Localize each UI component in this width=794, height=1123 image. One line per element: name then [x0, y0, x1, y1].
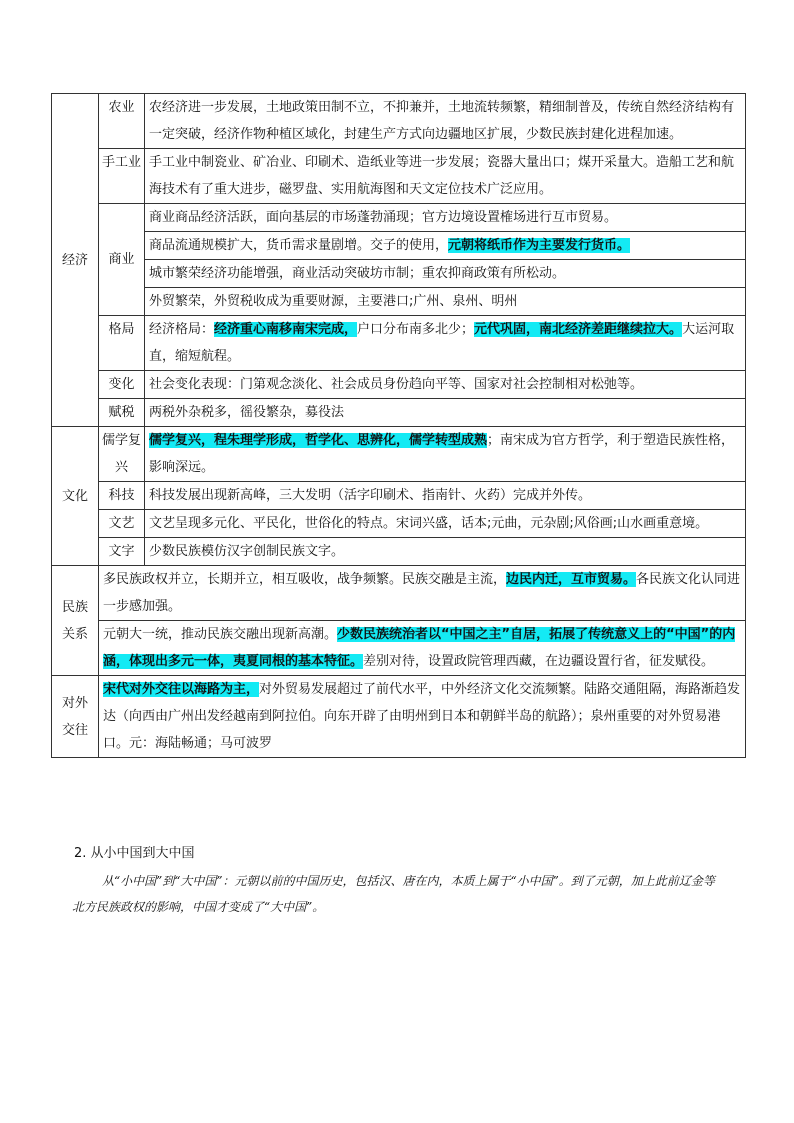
- content-agriculture: 农经济进一步发展，土地政策田制不立，不抑兼并，土地流转频繁，精细制普及，传统自然经济结构有一定突破，经济作物种植区域化，封建生产方式向边疆地区扩展，少数民族封建化进程加速。: [145, 94, 746, 149]
- table-row: [52, 538, 746, 566]
- content-foreign: 宋代对外交往以海路为主，对外贸易发展超过了前代水平，中外经济文化交流频繁。陆路交通阻隔，海路渐趋发达（向西由广州出发经越南到阿拉伯。向东开辟了由明州到日本和朝鲜半岛的航路）；泉州重要的对外贸易港口。元：海陆畅通；马可波罗: [99, 676, 746, 758]
- highlight-text: 宋代对外交往以海路为主，: [103, 682, 260, 697]
- category-foreign: 对外交往: [52, 676, 99, 758]
- table-row: [52, 482, 746, 510]
- content-tax: 两税外杂税多，徭役繁杂，募役法: [145, 399, 746, 427]
- table-row: [52, 371, 746, 399]
- sub-agriculture: 农业: [99, 94, 145, 149]
- section-paragraph: 从“小中国”到“大中国”：元朝以前的中国历史，包括汉、唐在内，本质上属于“小中国”。到了元朝，加上此前辽金等北方民族政权的影响，中国才变成了“大中国”。: [72, 874, 715, 914]
- sub-change: 变化: [99, 371, 145, 399]
- table-row: [52, 288, 746, 316]
- highlight-text: 儒学复兴，程朱理学形成，哲学化、思辨化，儒学转型成熟: [149, 433, 488, 448]
- table-row: [52, 676, 746, 758]
- content-script: 少数民族模仿汉字创制民族文字。: [145, 538, 746, 566]
- highlight-text: 少数民族统治者以“中国之主”自居，拓展了传统意义上的“中国”的内涵，体现出多元一体，夷夏同根的基本特征。: [103, 627, 736, 669]
- table-row: [52, 260, 746, 288]
- table-row: [52, 149, 746, 204]
- content-ethnic-1: 多民族政权并立，长期并立，相互吸收，战争频繁。民族交融是主流，边民内迁，互市贸易。各民族文化认同进一步感加强。: [99, 566, 746, 621]
- category-economy: 经济: [52, 94, 99, 427]
- content-arts: 文艺呈现多元化、平民化，世俗化的特点。宋词兴盛，话本;元曲，元杂剧;风俗画;山水画重意境。: [145, 510, 746, 538]
- category-ethnic: 民族关系: [52, 566, 99, 676]
- content-ethnic-2: 元朝大一统，推动民族交融出现新高潮。少数民族统治者以“中国之主”自居，拓展了传统意义上的“中国”的内涵，体现出多元一体，夷夏同根的基本特征。差别对待，设置政院管理西藏，在边疆设置行省，征发赋役。: [99, 621, 746, 676]
- highlight-text: 元代巩固，南北经济差距继续拉大。: [474, 322, 683, 337]
- sub-arts: 文艺: [99, 510, 145, 538]
- sub-pattern: 格局: [99, 316, 145, 371]
- table-row: [52, 621, 746, 676]
- highlight-text: 经济重心南移南宋完成，: [214, 322, 358, 337]
- table-row: [52, 510, 746, 538]
- history-summary-table: [51, 93, 746, 758]
- content-tech: 科技发展出现新高峰，三大发明（活字印刷术、指南针、火药）完成并外传。: [145, 482, 746, 510]
- content-commerce-4: 外贸繁荣，外贸税收成为重要财源，主要港口;广州、泉州、明州: [145, 288, 746, 316]
- sub-script: 文字: [99, 538, 145, 566]
- table-row: [52, 94, 746, 149]
- content-handicraft: 手工业中制瓷业、矿冶业、印刷术、造纸业等进一步发展；瓷器大量出口；煤开采量大。造船工艺和航海技术有了重大进步，磁罗盘、实用航海图和天文定位技术广泛应用。: [145, 149, 746, 204]
- sub-handicraft: 手工业: [99, 149, 145, 204]
- sub-tax: 赋税: [99, 399, 145, 427]
- category-culture: 文化: [52, 427, 99, 566]
- table-row: [52, 204, 746, 232]
- content-commerce-1: 商业商品经济活跃，面向基层的市场蓬勃涌现；官方边境设置榷场进行互市贸易。: [145, 204, 746, 232]
- content-confucian: 儒学复兴，程朱理学形成，哲学化、思辨化，儒学转型成熟；南宋成为官方哲学，利于塑造民族性格，影响深远。: [145, 427, 746, 482]
- sub-commerce: 商业: [99, 204, 145, 316]
- table-row: [52, 566, 746, 621]
- sub-tech: 科技: [99, 482, 145, 510]
- table-row: [52, 399, 746, 427]
- highlight-text: 边民内迁，互市贸易。: [506, 572, 637, 587]
- content-pattern: 经济格局：经济重心南移南宋完成，户口分布南多北少；元代巩固，南北经济差距继续拉大。大运河取直，缩短航程。: [145, 316, 746, 371]
- section-title: 2. 从小中国到大中国: [74, 846, 195, 861]
- sub-confucian: 儒学复兴: [99, 427, 145, 482]
- content-commerce-3: 城市繁荣经济功能增强，商业活动突破坊市制；重农抑商政策有所松动。: [145, 260, 746, 288]
- highlight-text: 元朝将纸币作为主要发行货币。: [448, 238, 631, 253]
- table-row: [52, 232, 746, 260]
- table-row: [52, 427, 746, 482]
- content-commerce-2: 商品流通规模扩大，货币需求量剧增。交子的使用，元朝将纸币作为主要发行货币。: [145, 232, 746, 260]
- content-change: 社会变化表现：门第观念淡化、社会成员身份趋向平等、国家对社会控制相对松弛等。: [145, 371, 746, 399]
- table-row: [52, 316, 746, 371]
